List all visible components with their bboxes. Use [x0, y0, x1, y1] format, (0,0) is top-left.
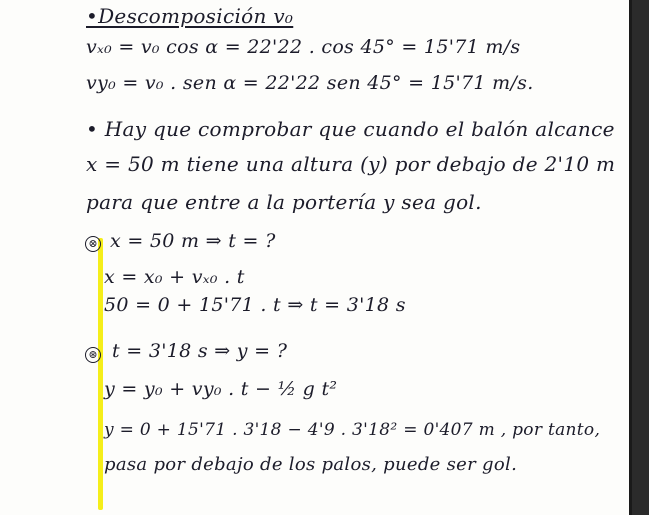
text-line-y-result: y = 0 + 15'71 . 3'18 − 4'9 . 3'18² = 0'407 m , por tanto, [104, 420, 601, 440]
text-line-x-eq: x = x₀ + vₓ₀ . t [104, 266, 245, 288]
text-line-statement-2: x = 50 m tiene una altura (y) por debajo de 2'10 m [86, 152, 616, 176]
yellow-highlight-bar [98, 238, 103, 510]
text-line-vx0: vₓ₀ = v₀ cos α = 22'22 . cos 45° = 15'71 m/s [86, 36, 521, 58]
text-line-step2: t = 3'18 s ⇒ y = ? [112, 340, 288, 362]
text-line-vy0: vy₀ = v₀ . sen α = 22'22 sen 45° = 15'71 m/s. [86, 72, 534, 94]
text-line-statement-3: para que entre a la portería y sea gol. [86, 190, 482, 214]
text-line-conclusion: pasa por debajo de los palos, puede ser gol. [104, 454, 518, 475]
page-edge [629, 0, 632, 515]
text-line-step1: x = 50 m ⇒ t = ? [110, 230, 276, 252]
section-heading: •Descomposición v₀ [86, 4, 294, 28]
step-marker-2: ⊛ [85, 347, 101, 363]
step-marker-1: ⊗ [85, 236, 101, 252]
text-line-t-result: 50 = 0 + 15'71 . t ⇒ t = 3'18 s [104, 294, 406, 316]
text-line-y-eq: y = y₀ + vy₀ . t − ½ g t² [104, 378, 338, 400]
text-line-statement-1: • Hay que comprobar que cuando el balón alcance [86, 117, 615, 141]
